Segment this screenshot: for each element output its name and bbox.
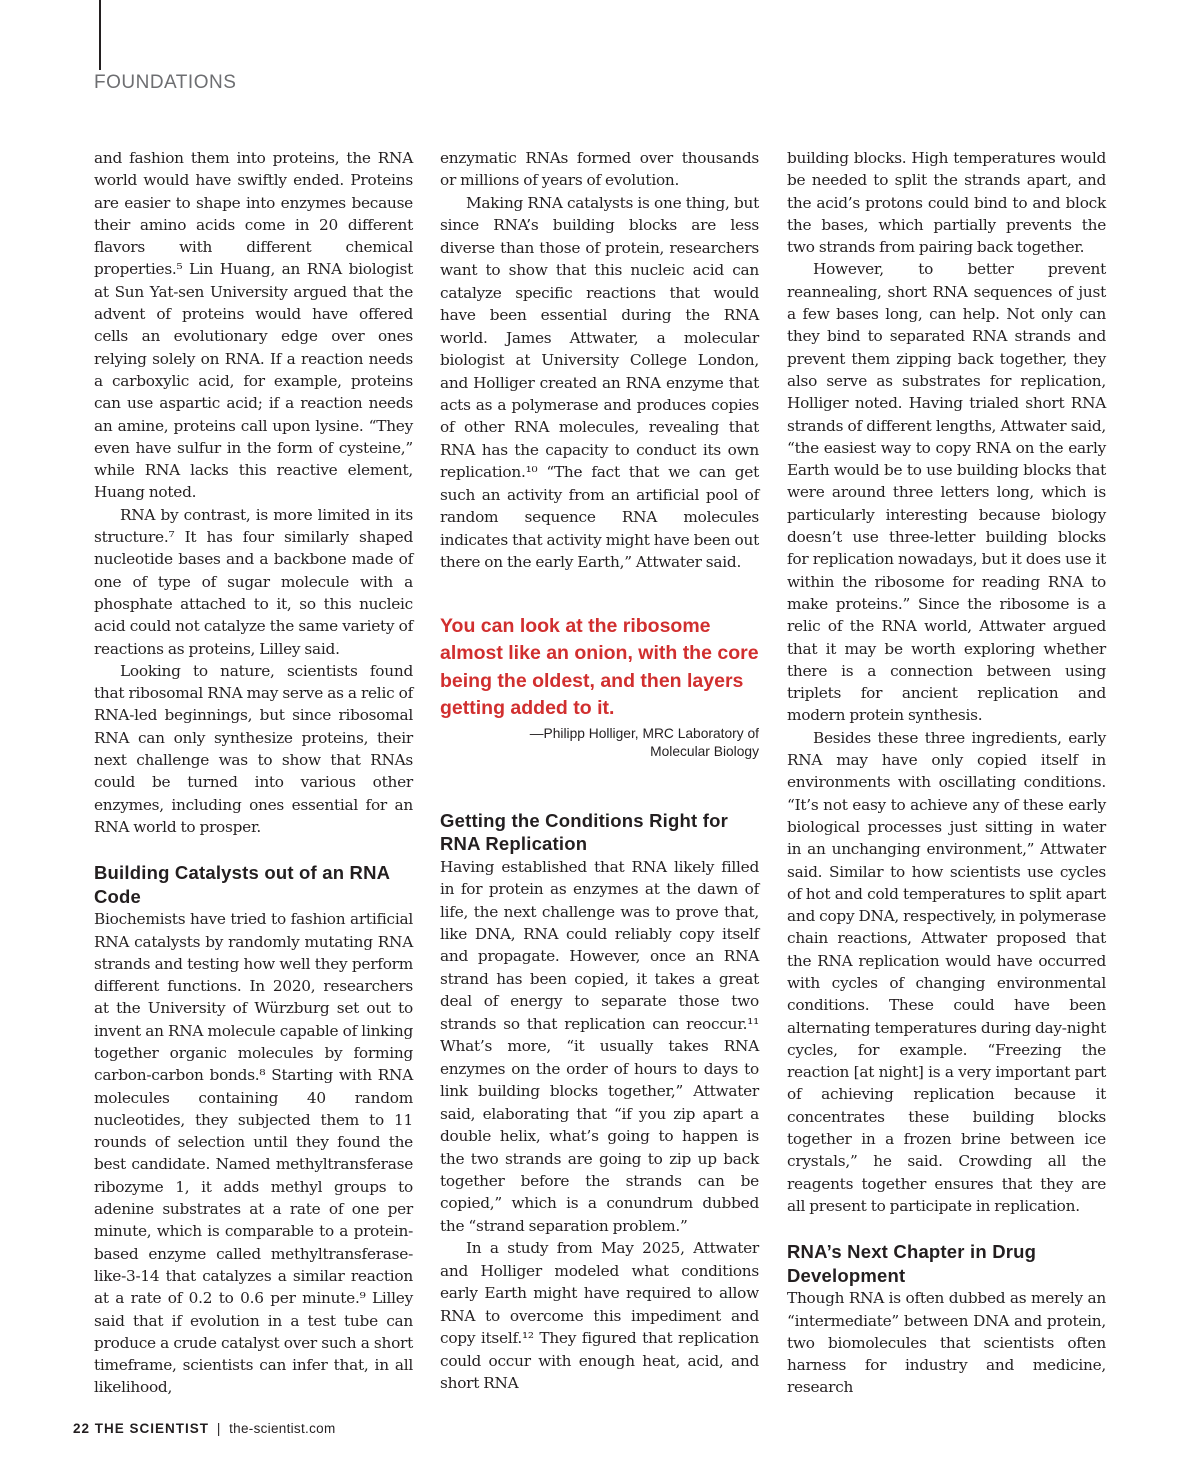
column-2: [440, 147, 759, 1394]
pull-quote: [440, 613, 759, 761]
paragraph: Biochemists have tried to fashion artificial RNA catalysts by randomly mutating RNA strands and testing how well they perform different functions. In 2020, researchers at the University of Würzburg set out to invent an RNA molecule capable of linking together organic molecules by forming carbon-carbon bonds.⁸ Starting with RNA molecules containing 40 random nucleotides, they subjected them to 11 rounds of selection until they found the best candidate. Named methyltransferase ribozyme 1, it adds methyl groups to adenine substrates at a rate of one per minute, which is comparable to a protein-based enzyme called methyltransferase-like-3-14 that catalyzes a similar reaction at a rate of 0.2 to 0.6 per minute.⁹ Lilley said that if evolution in a test tube can produce a crude catalyst over such a short timeframe, scientists can infer that, in all likelihood,: [94, 910, 413, 1397]
pull-quote-text: You can look at the ribosome almost like an onion, with the core being the oldest, and then layers getting added to it.: [440, 614, 759, 720]
website-link: the-scientist.com: [229, 1421, 336, 1436]
footer-separator: |: [216, 1421, 222, 1436]
paragraph: In a study from May 2025, Attwater and Holliger modeled what conditions early Earth might have required to allow RNA to overcome this impediment and copy itself.¹² They figured that replication could occur with enough heat, acid, and short RNA: [440, 1239, 759, 1393]
paragraph: Though RNA is often dubbed as merely an “intermediate” between DNA and protein, two biomolecules that scientists often harness for industry and medicine, research: [787, 1289, 1106, 1397]
subheading-next-chapter: RNA’s Next Chapter in Drug Development: [787, 1241, 1037, 1286]
column-3: [787, 147, 1106, 1399]
page-footer: [73, 1421, 336, 1436]
attribution-line: Molecular Biology: [650, 743, 759, 759]
paragraph: enzymatic RNAs formed over thousands or millions of years of evolution.: [440, 149, 759, 190]
header-rule: [99, 0, 101, 70]
paragraph: Besides these three ingredients, early RNA may have only copied itself in environments with oscillating conditions. “It’s not easy to achieve any of these early biological processes just sitting in water in an unchanging environment,” Attwater said. Similar to how scientists use cycles of hot and cold temperatures to split apart and copy DNA, respectively, in polymerase chain reactions, Attwater proposed that the RNA replication would have occurred with cycles of changing environmental conditions. These could have been alternating temperatures during day-night cycles, for example. “Freezing the reaction [at night] is a very important part of achieving replication because it concentrates these building blocks together in a frozen brine between ice crystals,” he said. Crowding all the reagents together ensures that they are all present to participate in replication.: [787, 728, 1106, 1215]
page-number: 22: [73, 1421, 91, 1436]
paragraph: Making RNA catalysts is one thing, but since RNA’s building blocks are less diverse than those of protein, researchers want to show that this nucleic acid can catalyze specific reactions that would have been essential during the RNA world. James Attwater, a molecular biologist at University College London, and Holliger created an RNA enzyme that acts as a polymerase and produces copies of other RNA molecules, revealing that RNA has the capacity to conduct its own replication.¹⁰ “The fact that we can get such an activity from an artificial pool of random sequence RNA molecules indicates that activity might have been out there on the early Earth,” Attwater said.: [440, 193, 759, 572]
paragraph: Looking to nature, scientists found that ribosomal RNA may serve as a relic of RNA-led beginnings, but since ribosomal RNA can only synthesize proteins, their next challenge was to show that RNAs could be turned into various other enzymes, including ones essential for an RNA world to prosper.: [94, 661, 413, 836]
pull-quote-attribution: [440, 725, 759, 761]
paragraph: Having established that RNA likely filled in for protein as enzymes at the dawn of life, the next challenge was to prove that, like DNA, RNA could reliably copy itself and propagate. However, once an RNA strand has been copied, it takes a great deal of energy to separate those two strands so that replication can reoccur.¹¹ What’s more, “it usually takes RNA enzymes on the order of hours to days to link building blocks together,” Attwater said, elaborating that “if you zip apart a double helix, what’s going to happen is the two strands are going to zip up back together before the strands can be copied,” which is a conundrum dubbed the “strand separation problem.”: [440, 857, 759, 1235]
attribution-line: —Philipp Holliger, MRC Laboratory of: [529, 725, 759, 741]
section-label: FOUNDATIONS: [94, 72, 237, 93]
column-1: [94, 147, 413, 1399]
subheading-conditions: Getting the Conditions Right for RNA Replication: [440, 809, 728, 855]
paragraph: building blocks. High temperatures would be needed to split the strands apart, and the acid’s protons could bind to and block the bases, which partially prevents the two strands from pairing back together.: [787, 149, 1106, 257]
publication-name: THE SCIENTIST: [94, 1421, 210, 1436]
paragraph: However, to better prevent reannealing, short RNA sequences of just a few bases long, can help. Not only can they bind to separated RNA strands and prevent them zipping back together, they also serve as substrates for replication, Holliger noted. Having trialed short RNA strands of different lengths, Attwater said, “the easiest way to copy RNA on the early Earth would be to use building blocks that were around three letters long, which is particularly interesting because biology doesn’t use three-letter building blocks for replication nowadays, but it does use it within the ribosome for reading RNA to make proteins.” Since the ribosome is a relic of the RNA world, Attwater argued that it may be worth exploring whether there is a connection between using triplets for ancient replication and modern protein synthesis.: [787, 260, 1106, 725]
subheading-building-catalysts: Building Catalysts out of an RNA Code: [94, 862, 390, 907]
paragraph: and fashion them into proteins, the RNA world would have swiftly ended. Proteins are easier to shape into enzymes because their amino acids come in 20 different flavors with different chemical properties.⁵ Lin Huang, an RNA biologist at Sun Yat-sen University argued that the advent of proteins would have offered cells an evolutionary edge over ones relying solely on RNA. If a reaction needs a carboxylic acid, for example, proteins can use aspartic acid; if a reaction needs an amine, proteins call upon lysine. “They even have sulfur in the form of cysteine,” while RNA lacks this reactive element, Huang noted.: [94, 149, 413, 502]
paragraph: RNA by contrast, is more limited in its structure.⁷ It has four similarly shaped nucleotide bases and a backbone made of one of type of sugar molecule with a phosphate attached to it, so this nucleic acid could not catalyze the same variety of reactions as proteins, Lilley said.: [94, 505, 413, 658]
